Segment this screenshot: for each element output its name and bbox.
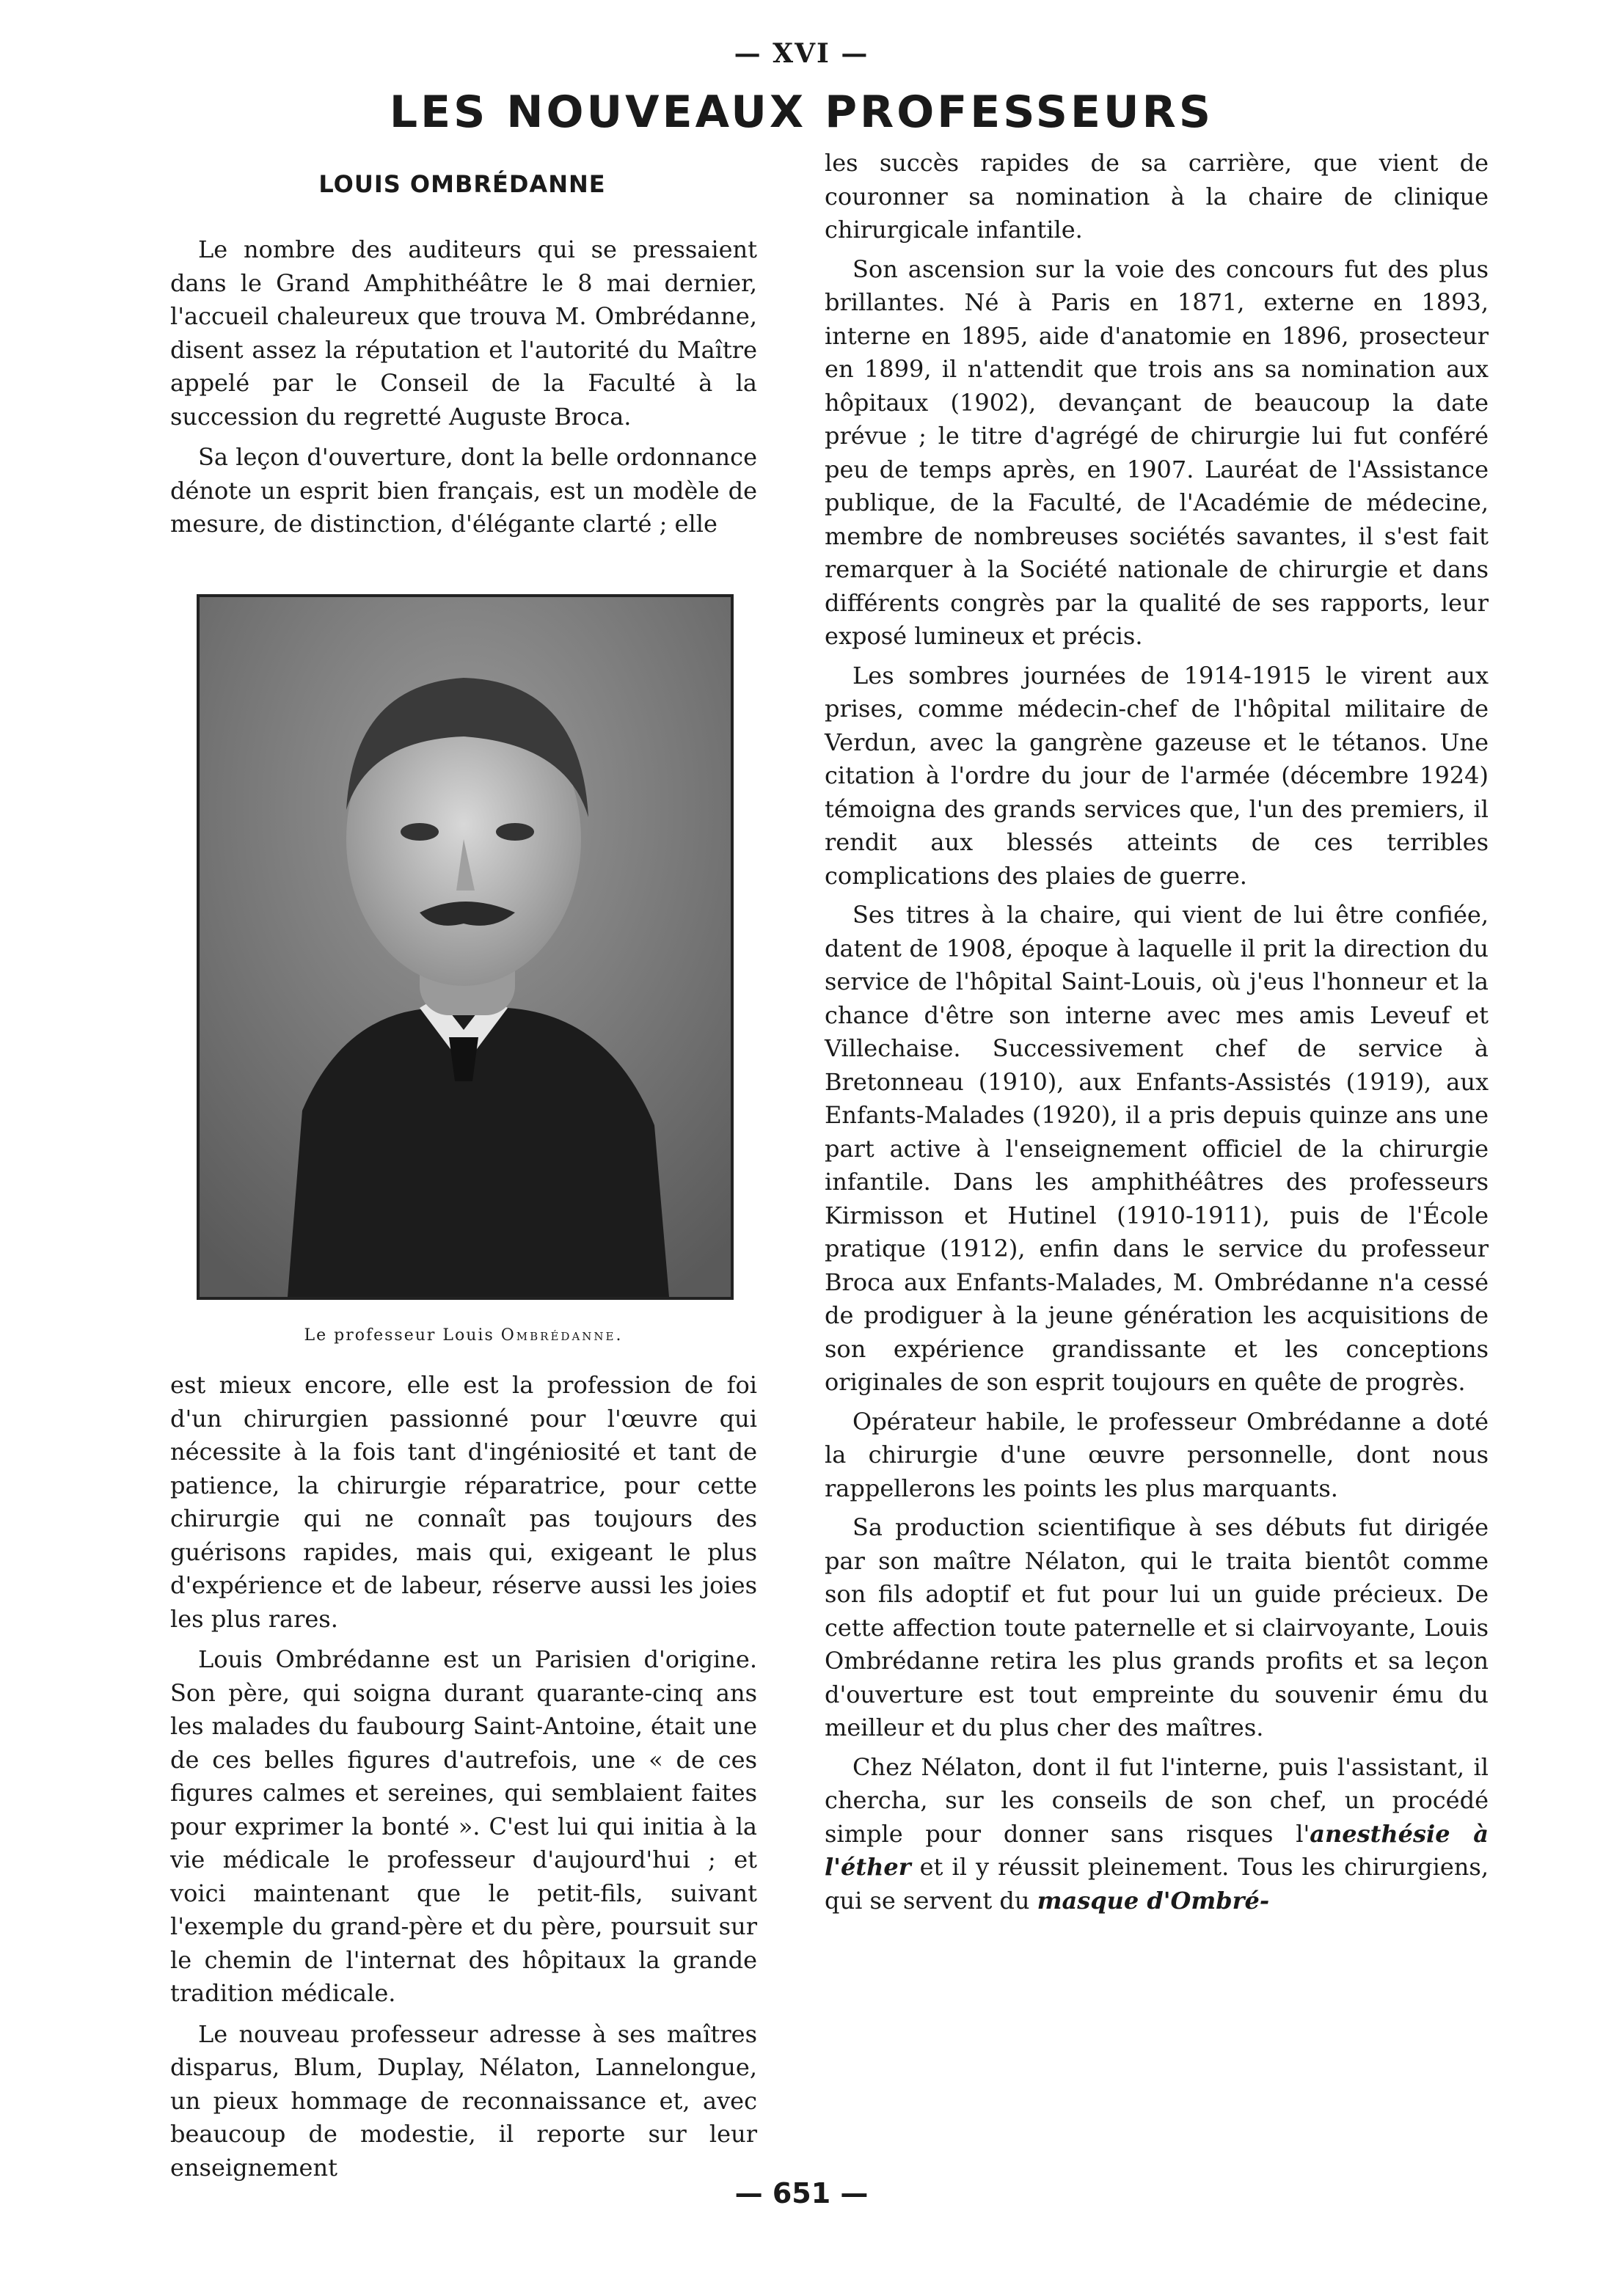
left-column-bottom	[170, 1369, 757, 2185]
portrait-photo	[197, 594, 734, 1300]
paragraph: Ses titres à la chaire, qui vient de lui être confiée, datent de 1908, époque à laquelle il prit la direction du service de l'hôpital Saint-Louis, où j'eus l'honneur et la chance d'être son interne avec mes amis Leveuf et Villechaise. Successivement chef de service à Bretonneau (1910), aux Enfants-Assistés (1919), aux Enfants-Malades (1920), il a pris depuis quinze ans une part active à l'enseignement officiel de la chirurgie infantile. Dans les amphithéâtres des professeurs Kirmisson et Hutinel (1910-1911), puis de l'École pratique (1912), enfin dans le service du professeur Broca aux Enfants-Malades, M. Ombrédanne n'a cessé de prodiguer à la jeune génération les acquisitions de son expérience grandissante et les conceptions originales de son esprit toujours en quête de progrès.	[825, 901, 1489, 1396]
paragraph	[825, 1751, 1489, 1918]
section-number: — XVI —	[734, 38, 869, 69]
italic-run: anesthésie à l'éther	[825, 1819, 1489, 1881]
text-run: Chez Nélaton, dont il fut l'interne, puis l'assistant, il chercha, sur les conseils de son chef, un procédé simple pour donner sans risques l'	[825, 1752, 1489, 1848]
paragraph: Son ascension sur la voie des concours fut des plus brillantes. Né à Paris en 1871, externe en 1893, interne en 1895, aide d'anatomie en 1896, prosecteur en 1899, il n'attendit que trois ans sa nomination aux hôpitaux (1902), devançant de beaucoup la date prévue ; le titre d'agrégé de chirurgie lui fut conféré peu de temps après, en 1907. Lauréat de l'Assistance publique, de la Faculté, de l'Académie de médecine, membre de nombreuses sociétés savantes, il s'est fait remarquer à la Société nationale de chirurgie et dans différents congrès par la qualité de ses rapports, leur exposé lumineux et précis.	[825, 255, 1489, 650]
paragraph: Sa leçon d'ouverture, dont la belle ordonnance dénote un esprit bien français, est un modèle de mesure, de distinction, d'élégante clarté ; elle	[170, 443, 757, 538]
paragraph: Le nombre des auditeurs qui se pressaient dans le Grand Amphithéâtre le 8 mai dernier, l'accueil chaleureux que trouva M. Ombrédanne, disent assez la réputation et l'autorité du Maître appelé par le Conseil de la Faculté à la succession du regretté Auguste Broca.	[170, 235, 757, 431]
paragraph: Le nouveau professeur adresse à ses maîtres disparus, Blum, Duplay, Nélaton, Lannelongue, un pieux hommage de reconnaissance et, avec beaucoup de modestie, il reporte sur leur enseignement	[170, 2019, 757, 2182]
paragraph: est mieux encore, elle est la profession de foi d'un chirurgien passionné pour l'œuvre qui nécessite à la fois tant d'ingéniosité et tant de patience, la chirurgie réparatrice, pour cette chirurgie qui ne connaît pas toujours des guérisons rapides, mais qui, exigeant le plus d'expérience et de labeur, réserve aussi les joies les plus rares.	[170, 1371, 757, 1633]
right-column	[825, 147, 1489, 1917]
paragraph: Les sombres journées de 1914-1915 le virent aux prises, comme médecin-chef de l'hôpital militaire de Verdun, avec la gangrène gazeuse et le tétanos. Une citation à l'ordre du jour de l'armée (décembre 1924) témoigna des grands services que, l'un des premiers, il rendit aux blessés atteints de ces terribles complications des plaies de guerre.	[825, 661, 1489, 890]
article-title: LOUIS OMBRÉDANNE	[318, 170, 606, 198]
text-run: et il y réussit pleinement. Tous les chirurgiens, qui se servent du	[825, 1853, 1489, 1915]
page-title: LES NOUVEAUX PROFESSEURS	[389, 87, 1214, 138]
left-column-top	[170, 233, 757, 541]
caption-name: Ombrédanne.	[500, 1326, 624, 1345]
portrait-image	[200, 597, 731, 1297]
page-number: — 651 —	[734, 2177, 869, 2209]
italic-run: masque d'Ombré-	[1037, 1886, 1270, 1915]
caption-prefix: Le professeur Louis	[304, 1326, 494, 1345]
paragraph: Sa production scientifique à ses débuts fut dirigée par son maître Nélaton, qui le traita bientôt comme son fils adoptif et fut pour lui un guide précieux. De cette affection toute paternelle et si clairvoyante, Louis Ombrédanne retira les plus grands profits et sa leçon d'ouverture est tout empreinte du souvenir ému du meilleur et du plus cher des maîtres.	[825, 1513, 1489, 1741]
paragraph: les succès rapides de sa carrière, que vient de couronner sa nomination à la chaire de clinique chirurgicale infantile.	[825, 149, 1489, 244]
paragraph: Opérateur habile, le professeur Ombrédanne a doté la chirurgie d'une œuvre personnelle, dont nous rappellerons les points les plus marquants.	[825, 1407, 1489, 1502]
photo-caption	[170, 1326, 757, 1345]
paragraph: Louis Ombrédanne est un Parisien d'origine. Son père, qui soigna durant quarante-cinq ans les malades du faubourg Saint-Antoine, était une de ces belles figures d'autrefois, une « de ces figures calmes et sereines, qui semblaient faites pour exprimer la bonté ». C'est lui qui initia à la vie médicale le professeur d'aujourd'hui ; et voici maintenant que le petit-fils, suivant l'exemple du grand-père et du père, poursuit sur le chemin de l'internat des hôpitaux la grande tradition médicale.	[170, 1645, 757, 2007]
